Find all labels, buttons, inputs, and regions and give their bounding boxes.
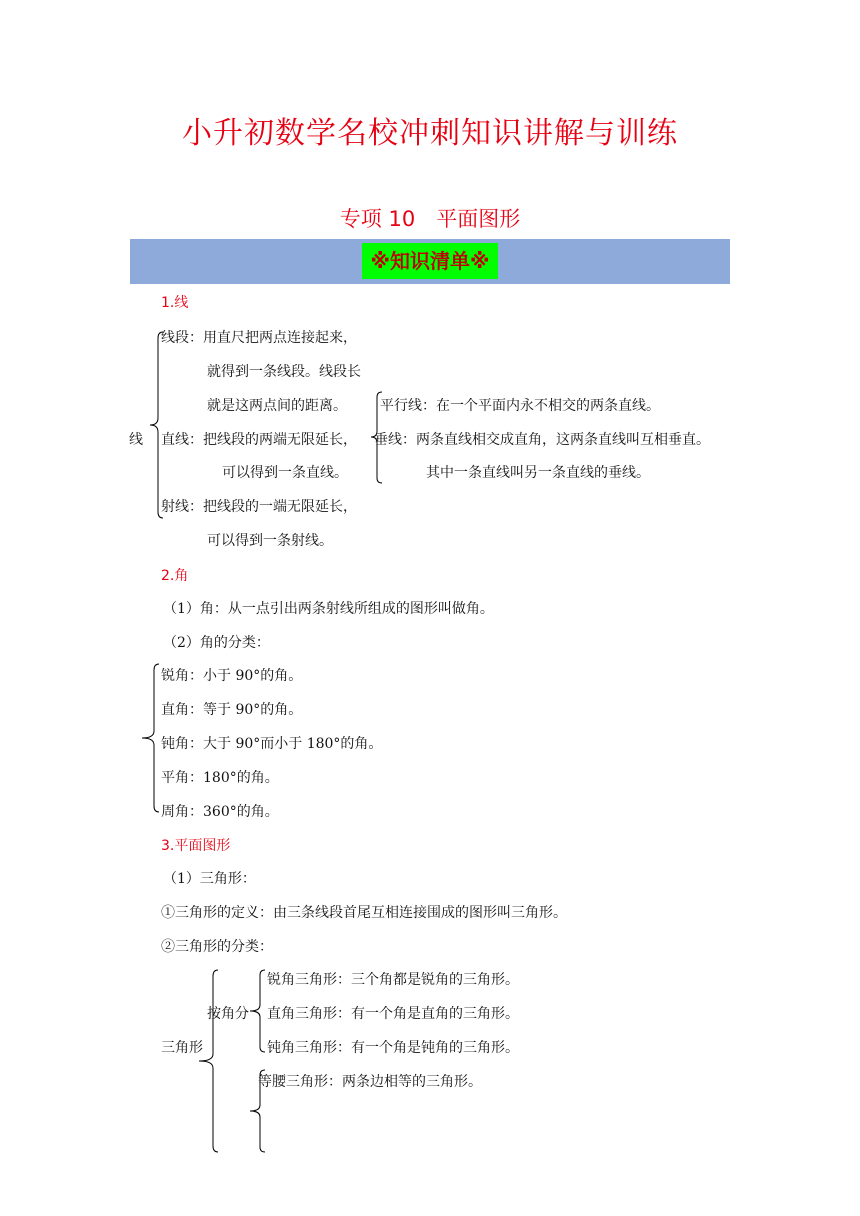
acute-triangle: 锐角三角形：三个角都是锐角的三角形。 xyxy=(267,972,519,988)
full-angle: 周角：360°的角。 xyxy=(161,804,279,820)
by-angle-brace xyxy=(246,968,268,1054)
acute-angle: 锐角：小于 90°的角。 xyxy=(161,668,303,684)
obtuse-triangle: 钝角三角形：有一个角是钝角的三角形。 xyxy=(267,1040,519,1056)
banner-label: ※知识清单※ xyxy=(362,243,498,279)
knowledge-banner xyxy=(130,239,730,284)
lines-brace xyxy=(146,330,166,520)
by-angle-label: 按角分 xyxy=(207,1006,249,1022)
angles-brace xyxy=(138,662,162,814)
segment-line-1: 线段：用直尺把两点连接起来， xyxy=(161,330,357,346)
right-angle: 直角：等于 90°的角。 xyxy=(161,702,303,718)
segment-line-2: 就得到一条线段。线段长 xyxy=(207,364,361,380)
triangle-root-label: 三角形 xyxy=(161,1040,203,1056)
triangle-label: （1）三角形： xyxy=(163,871,256,887)
obtuse-angle: 钝角：大于 90°而小于 180°的角。 xyxy=(161,736,383,752)
lines-heading: 1.线 xyxy=(161,295,189,311)
plane-heading: 3.平面图形 xyxy=(161,838,231,854)
lines-root-label: 线 xyxy=(129,432,143,448)
ray-line-1: 射线：把线段的一端无限延长， xyxy=(161,499,357,515)
perpendicular-line-2: 其中一条直线叫另一条直线的垂线。 xyxy=(426,465,650,481)
document-title: 小升初数学名校冲刺知识讲解与训练 xyxy=(182,116,678,151)
angle-classification: （2）角的分类： xyxy=(163,635,270,651)
triangle-brace xyxy=(194,968,222,1154)
right-triangle: 直角三角形：有一个角是直角的三角形。 xyxy=(267,1006,519,1022)
ray-line-2: 可以得到一条射线。 xyxy=(207,533,333,549)
straight-line-2: 可以得到一条直线。 xyxy=(222,465,348,481)
perpendicular-line-1: 垂线：两条直线相交成直角，这两条直线叫互相垂直。 xyxy=(374,432,710,448)
isosceles-triangle: 等腰三角形：两条边相等的三角形。 xyxy=(258,1074,482,1090)
parallel-line: 平行线：在一个平面内永不相交的两条直线。 xyxy=(380,398,660,414)
section-subtitle: 专项 10 平面图形 xyxy=(339,207,521,231)
angles-heading: 2.角 xyxy=(161,568,189,584)
straight-line-1: 直线：把线段的两端无限延长， xyxy=(161,432,357,448)
triangle-definition: ①三角形的定义：由三条线段首尾互相连接围成的图形叫三角形。 xyxy=(161,905,567,921)
segment-line-3: 就是这两点间的距离。 xyxy=(207,398,347,414)
angle-definition: （1）角：从一点引出两条射线所组成的图形叫做角。 xyxy=(163,601,494,617)
straight-angle: 平角：180°的角。 xyxy=(161,770,279,786)
triangle-classification: ②三角形的分类： xyxy=(161,939,273,955)
